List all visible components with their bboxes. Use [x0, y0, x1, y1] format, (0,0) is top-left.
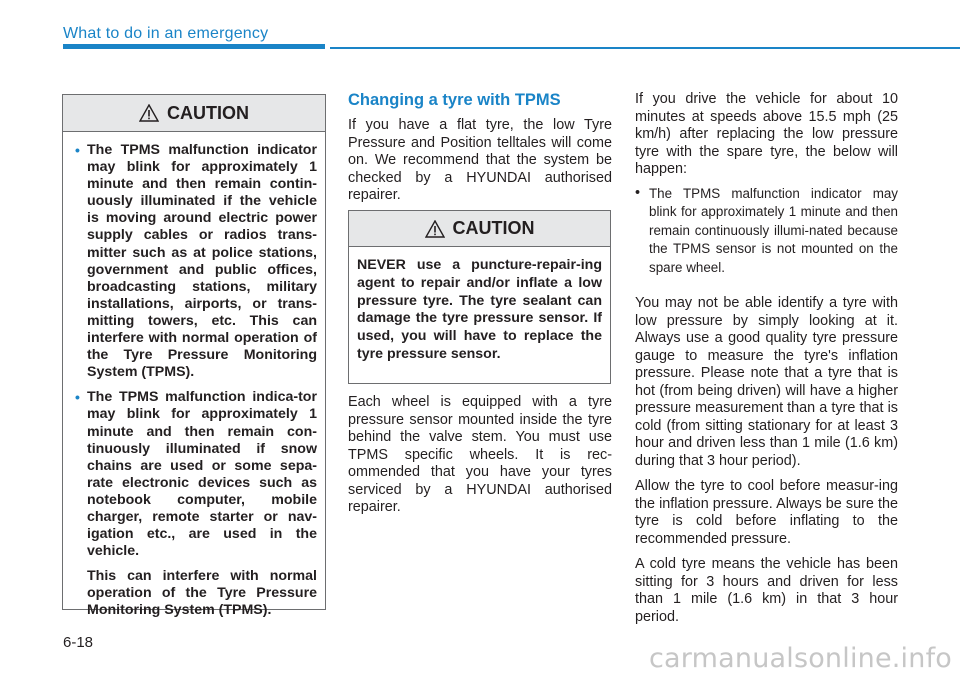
- caution-follow-text-content: This can interfere with normal operation of the Tyre Pressure Monitoring System (TPMS).: [87, 568, 317, 619]
- right-column: [635, 91, 898, 626]
- header-rule-thin: [330, 47, 960, 49]
- caution-header: [63, 95, 325, 132]
- warning-triangle-icon: [139, 104, 159, 122]
- bullet-dot: •: [75, 389, 80, 406]
- page-number: 6-18: [63, 634, 94, 651]
- caution-label: CAUTION: [167, 102, 249, 123]
- intro-text: If you have a flat tyre, the low Tyre Pressure and Position telltales will come on. We recommend that the system be checked by a HYUNDAI authorised repairer.: [348, 117, 612, 203]
- pressure-gauge-paragraph: You may not be able identify a tyre with low pressure by simply looking at it. Always use a good quality tyre pressure gauge to measure the tyre's inflation pressure. Please note that a tyre that is hot (from being driven) will have a higher pressure measurement than a tyre that is cold (from sitting stationary for at least 3 hour and driven less than 1 mile (1.6 km) during that 3 hour period).: [635, 295, 898, 469]
- section-title: What to do in an emergency: [63, 25, 269, 42]
- caution-header: [349, 211, 610, 247]
- section-heading: Changing a tyre with TPMS: [348, 91, 561, 109]
- intro-paragraph: [348, 117, 612, 205]
- cold-tyre-paragraph: A cold tyre means the vehicle has been sitting for 3 hours and driven for less than 1 mile (1.6 km) in that 3 hour period.: [635, 556, 898, 625]
- wheel-sensor-text: Each wheel is equipped with a tyre pressure sensor mounted inside the tyre behind the valve stem. You must use TPMS specific wheels. It is rec-ommended that you have your tyres serviced by a HYUNDAI authorised repairer.: [348, 394, 612, 515]
- caution-bullet-text: The TPMS malfunction indicator may blink for approximately 1 minute and then remain contin-uously illuminated if the vehicle is moving around electric power supply cables or radios trans-mitter such as at police stations, government and public offices, broadcasting stations, military installations, airports, or trans-mitting towers, etc. This can interfere with normal operation of the Tyre Pressure Monitoring System (TPMS).: [87, 142, 317, 381]
- caution-label: CAUTION: [452, 218, 535, 238]
- caution-box-middle: [348, 210, 611, 384]
- caution-follow-text: [75, 568, 317, 619]
- spare-tyre-paragraph: If you drive the vehicle for about 10 minutes at speeds above 15.5 mph (25 km/h) after replacing the low pressure tyre with the spare tyre, the below will happen:: [635, 91, 898, 177]
- bullet-dot: •: [635, 184, 641, 201]
- bullet-dot: •: [75, 142, 80, 158]
- caution-box-left: [62, 94, 326, 619]
- caution-bullet-text: The TPMS malfunction indica-tor may blink for approximately 1 minute and then remain con-tinuously illuminated if snow chains are used or some sepa-rate electronic devices such as notebook computer, mobile charger, remote starter or nav-igation etc., are used in the vehicle.: [87, 389, 317, 560]
- caution-bullet: [75, 142, 317, 381]
- cool-tyre-paragraph: Allow the tyre to cool before measur-ing the inflation pressure. Always be sure the tyre is cold before inflating to the recommended pressure.: [635, 478, 898, 547]
- header-rule-thick: [63, 44, 325, 49]
- caution-bullet: [75, 389, 317, 560]
- watermark: carmanualsonline.info: [649, 643, 952, 674]
- list-item-text: The TPMS malfunction indicator may blink for approximately 1 minute and then remain continuously illumi-nated because the TPMS sensor is not mounted on the spare wheel.: [649, 185, 898, 275]
- warning-triangle-icon: [425, 220, 445, 238]
- caution-text: NEVER use a puncture-repair-ing agent to repair and/or inflate a low pressure tyre. The tyre sealant can damage the tyre pressure sensor. If used, you will have to replace the tyre pressure sensor.: [357, 257, 602, 362]
- list-item: [635, 185, 898, 278]
- wheel-sensor-paragraph: [348, 394, 612, 517]
